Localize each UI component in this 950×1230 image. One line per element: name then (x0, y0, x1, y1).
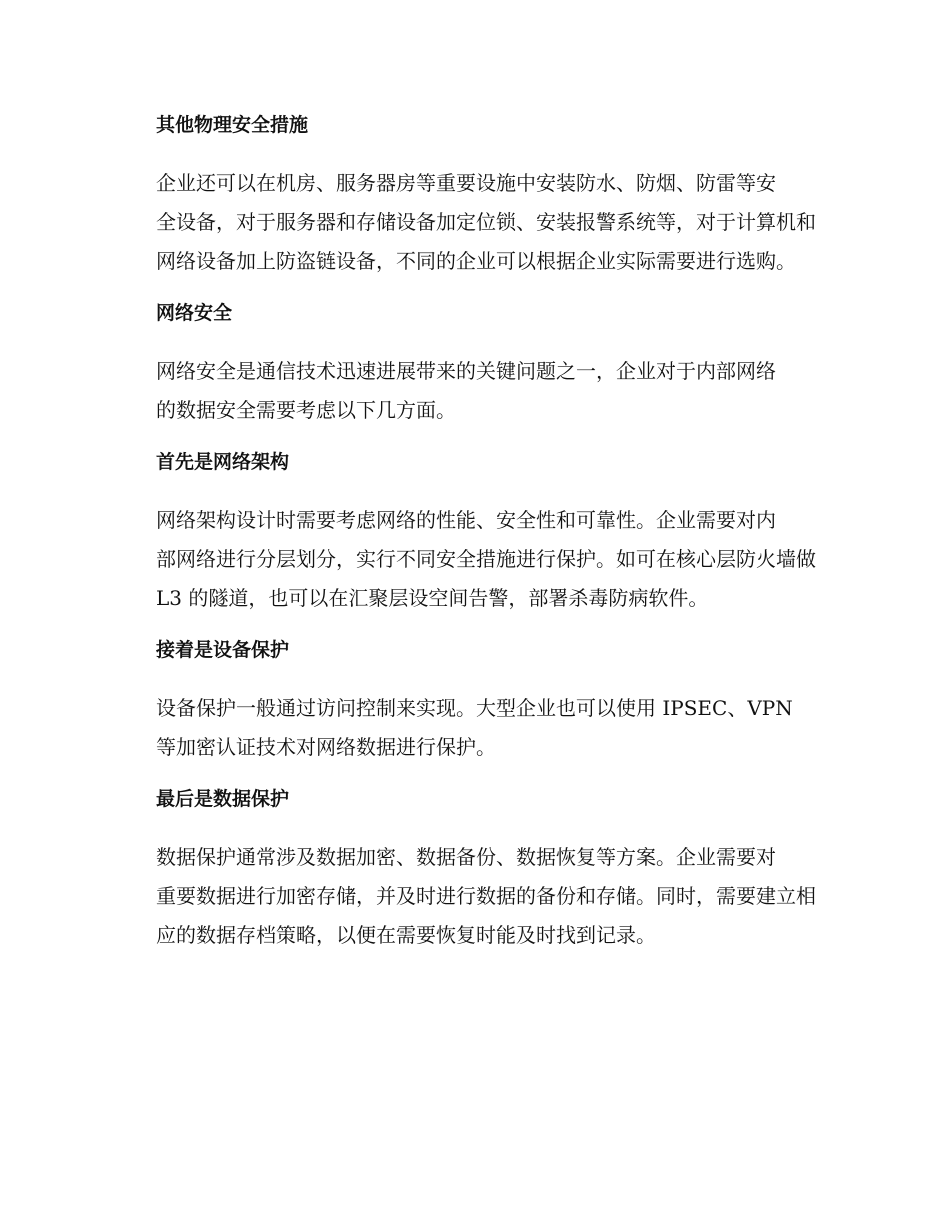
paragraph-data-protection (112, 838, 830, 955)
paragraph-line: 的数据安全需要考虑以下几方面。 (156, 398, 456, 422)
paragraph-line: 网络设备加上防盗链设备，不同的企业可以根据企业实际需要进行选购。 (156, 249, 796, 273)
paragraph-line: L3 的隧道，也可以在汇聚层设空间告警，部署杀毒防病软件。 (156, 586, 709, 610)
paragraph-line: 部网络进行分层划分，实行不同安全措施进行保护。如可在核心层防火墙做 (156, 547, 816, 571)
paragraph-line: 应的数据存档策略，以便在需要恢复时能及时找到记录。 (156, 923, 656, 947)
paragraph-network-security (112, 352, 830, 430)
section-heading-device-protection: 接着是设备保护 (156, 639, 290, 661)
paragraph-line: 等加密认证技术对网络数据进行保护。 (156, 735, 496, 759)
paragraph-physical-security (112, 164, 830, 281)
section-heading-network-security: 网络安全 (156, 302, 233, 324)
paragraph-line: 企业还可以在机房、服务器房等重要设施中安装防水、防烟、防雷等安 (156, 171, 776, 195)
paragraph-line: 全设备，对于服务器和存储设备加定位锁、安装报警系统等，对于计算机和 (156, 210, 816, 234)
document-page (112, 110, 830, 972)
section-heading-physical-security: 其他物理安全措施 (156, 114, 309, 136)
paragraph-line: 网络架构设计时需要考虑网络的性能、安全性和可靠性。企业需要对内 (156, 508, 776, 532)
section-heading-network-architecture: 首先是网络架构 (156, 451, 290, 473)
paragraph-line: 网络安全是通信技术迅速进展带来的关键问题之一，企业对于内部网络 (156, 359, 776, 383)
paragraph-line: 数据保护通常涉及数据加密、数据备份、数据恢复等方案。企业需要对 (156, 845, 776, 869)
paragraph-device-protection (112, 689, 830, 767)
paragraph-line: 设备保护一般通过访问控制来实现。大型企业也可以使用 IPSEC、VPN (156, 696, 793, 720)
paragraph-network-architecture (112, 501, 830, 618)
paragraph-line: 重要数据进行加密存储，并及时进行数据的备份和存储。同时，需要建立相 (156, 884, 816, 908)
section-heading-data-protection: 最后是数据保护 (156, 788, 290, 810)
